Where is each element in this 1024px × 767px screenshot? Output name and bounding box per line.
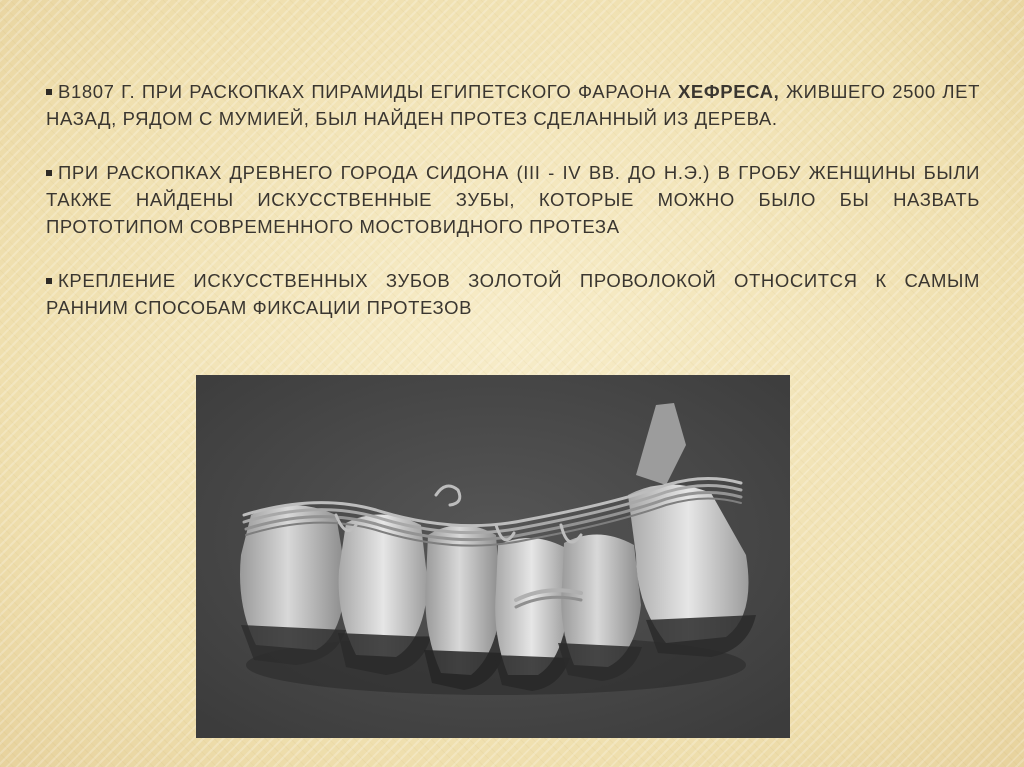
tooth	[338, 514, 431, 675]
paragraph-gold-wire-text: КРЕПЛЕНИЕ ИСКУССТВЕННЫХ ЗУБОВ ЗОЛОТОЙ ПРОВОЛОКОЙ ОТНОСИТСЯ К САМЫМ РАННИМ СПОСОБАМ ФИКСАЦИИ ПРОТЕЗОВ	[46, 270, 980, 318]
paragraph-khafre-name: ХЕФРЕСА,	[677, 81, 780, 102]
tooth	[424, 525, 504, 690]
paragraph-khafre	[46, 78, 980, 132]
paragraph-khafre-lead: В1807 Г. ПРИ РАСКОПКАХ ПИРАМИДЫ ЕГИПЕТСКОГО ФАРАОНА	[58, 81, 678, 102]
paragraph-gold-wire	[46, 267, 980, 321]
slide-text	[46, 78, 980, 321]
bullet-icon	[46, 278, 52, 284]
tooth	[558, 534, 642, 681]
paragraph-khafre-tail: ЖИВШЕГО 2500 ЛЕТ НАЗАД, РЯДОМ С МУМИЕЙ, БЫЛ НАЙДЕН ПРОТЕЗ СДЕЛАННЫЙ ИЗ ДЕРЕВА.	[46, 81, 980, 129]
tooth	[240, 505, 346, 665]
tooth	[494, 538, 570, 691]
ancient-prosthesis-photo	[196, 375, 790, 738]
teeth-photo-illustration	[196, 375, 790, 738]
paragraph-sidon	[46, 159, 980, 240]
bullet-icon	[46, 89, 52, 95]
paragraph-sidon-text: ПРИ РАСКОПКАХ ДРЕВНЕГО ГОРОДА СИДОНА (III - IV ВВ. ДО Н.Э.) В ГРОБУ ЖЕНЩИНЫ БЫЛИ ТАКЖЕ НАЙДЕНЫ ИСКУССТВЕННЫЕ ЗУБЫ, КОТОРЫЕ МОЖНО БЫЛО БЫ НАЗВАТЬ ПРОТОТИПОМ СОВРЕМЕННОГО МОСТОВИДНОГО ПРОТЕЗА	[46, 162, 980, 237]
bullet-icon	[46, 170, 52, 176]
